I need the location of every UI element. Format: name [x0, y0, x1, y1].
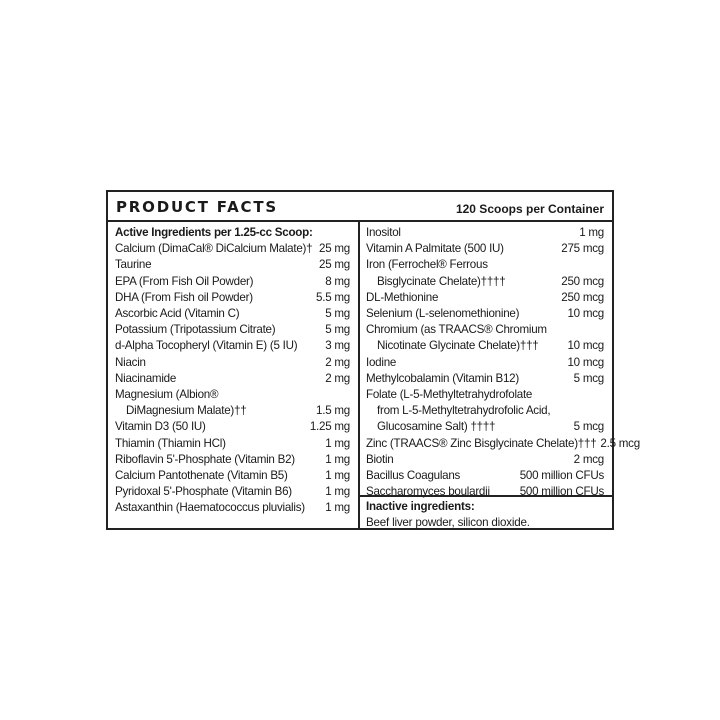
ingredient-line — [366, 371, 604, 387]
ingredient-item — [366, 371, 604, 387]
ingredient-amount: 2 mg — [325, 371, 350, 385]
product-facts-panel — [106, 190, 640, 530]
ingredient-name: Biotin — [366, 452, 394, 466]
inactive-ingredients-heading: Inactive ingredients: — [366, 500, 475, 513]
ingredient-item — [366, 322, 604, 354]
ingredient-item — [115, 274, 350, 290]
servings-per-container: 120 Scoops per Container — [455, 202, 604, 216]
ingredient-item — [366, 257, 604, 289]
ingredient-item — [115, 241, 350, 257]
ingredient-item — [366, 355, 604, 371]
ingredient-item — [115, 322, 350, 338]
ingredient-line — [366, 274, 604, 290]
ingredient-line — [115, 387, 350, 403]
ingredient-item — [115, 500, 350, 516]
inactive-ingredients-text: Beef liver powder, silicon dioxide. — [366, 516, 530, 529]
ingredient-item — [115, 338, 350, 354]
ingredient-amount: 250 mcg — [561, 290, 604, 304]
ingredient-line — [366, 225, 604, 241]
ingredient-line — [115, 338, 350, 354]
ingredient-name: Inositol — [366, 226, 401, 239]
ingredient-line — [366, 241, 604, 257]
ingredient-line — [366, 468, 604, 484]
ingredient-line — [115, 484, 350, 500]
ingredient-amount: 500 million CFUs — [519, 485, 604, 499]
ingredient-amount: 2.5 mcg — [600, 436, 640, 450]
ingredient-name: Magnesium (Albion® — [115, 388, 219, 402]
ingredient-name: Iodine — [366, 355, 397, 369]
ingredient-line — [366, 452, 604, 468]
ingredient-line — [115, 403, 350, 419]
ingredient-name: Thiamin (Thiamin HCl) — [115, 436, 226, 450]
ingredient-line — [115, 436, 350, 452]
ingredient-name: Riboflavin 5'-Phosphate (Vitamin B2) — [115, 452, 295, 466]
ingredient-amount: 5.5 mg — [316, 290, 350, 304]
ingredient-name: DiMagnesium Malate)†† — [126, 404, 247, 418]
ingredient-line — [366, 387, 604, 403]
ingredient-amount: 5 mcg — [573, 420, 604, 434]
panel-header — [108, 192, 612, 222]
ingredient-name: Calcium Pantothenate (Vitamin B5) — [115, 469, 288, 483]
ingredient-line — [366, 436, 640, 452]
ingredient-item — [366, 241, 604, 257]
ingredient-item — [366, 306, 604, 322]
ingredient-name: DL-Methionine — [366, 290, 439, 304]
ingredient-line — [115, 274, 350, 290]
ingredient-amount: 2 mg — [325, 355, 350, 369]
ingredient-amount: 10 mcg — [567, 339, 604, 353]
ingredient-amount: 1 mg — [579, 226, 604, 239]
ingredient-name: Folate (L-5-Methyltetrahydrofolate — [366, 388, 533, 402]
ingredient-line — [366, 306, 604, 322]
active-ingredients-heading: Active Ingredients per 1.25-cc Scoop: — [115, 226, 313, 239]
ingredient-amount: 2 mcg — [573, 452, 604, 466]
ingredient-name: Vitamin D3 (50 IU) — [115, 420, 206, 434]
ingredient-item — [115, 436, 350, 452]
ingredient-name: Potassium (Tripotassium Citrate) — [115, 323, 276, 337]
left-ingredient-column — [115, 225, 350, 517]
ingredient-amount: 1 mg — [325, 452, 350, 466]
ingredient-item — [366, 436, 640, 452]
ingredient-amount: 10 mcg — [567, 355, 604, 369]
ingredient-line — [366, 338, 604, 354]
ingredient-name: DHA (From Fish oil Powder) — [115, 290, 253, 304]
ingredient-item — [115, 257, 350, 273]
ingredient-amount: 1 mg — [325, 436, 350, 450]
ingredient-line — [366, 322, 604, 338]
ingredient-amount: 3 mg — [325, 339, 350, 353]
ingredient-amount: 25 mg — [319, 258, 350, 272]
ingredient-name: Iron (Ferrochel® Ferrous — [366, 258, 488, 272]
inactive-ingredients-box — [360, 495, 612, 528]
ingredient-line — [115, 257, 350, 273]
ingredient-name: from L-5-Methyltetrahydrofolic Acid, — [377, 404, 551, 418]
ingredient-item — [366, 387, 604, 436]
left-ingredient-list — [115, 241, 350, 516]
ingredient-name: Methylcobalamin (Vitamin B12) — [366, 371, 519, 385]
ingredient-name: d-Alpha Tocopheryl (Vitamin E) (5 IU) — [115, 339, 298, 353]
ingredient-name: Vitamin A Palmitate (500 IU) — [366, 242, 504, 256]
ingredient-amount: 250 mcg — [561, 274, 604, 288]
ingredient-amount: 5 mg — [325, 307, 350, 321]
ingredient-name: Glucosamine Salt) †††† — [377, 420, 496, 434]
ingredient-line — [115, 468, 350, 484]
column-divider — [358, 222, 360, 528]
ingredient-item — [115, 355, 350, 371]
ingredient-line — [115, 371, 350, 387]
ingredient-line — [366, 419, 604, 435]
ingredient-line — [115, 500, 350, 516]
ingredient-amount: 1.5 mg — [316, 404, 350, 418]
ingredient-amount: 5 mg — [325, 323, 350, 337]
ingredient-name: Selenium (L-selenomethionine) — [366, 307, 520, 321]
ingredient-name: Zinc (TRAACS® Zinc Bisglycinate Chelate)††† — [366, 436, 597, 450]
ingredient-amount: 10 mcg — [567, 307, 604, 321]
ingredient-name: Astaxanthin (Haematococcus pluvialis) — [115, 501, 305, 515]
ingredient-line — [366, 355, 604, 371]
ingredient-item — [115, 387, 350, 419]
ingredient-amount: 8 mg — [325, 274, 350, 288]
ingredient-name: Chromium (as TRAACS® Chromium — [366, 323, 547, 337]
ingredient-line — [115, 241, 350, 257]
right-ingredient-list — [366, 225, 640, 500]
ingredient-name: Nicotinate Glycinate Chelate)††† — [377, 339, 539, 353]
ingredient-item — [115, 419, 350, 435]
ingredient-name: Taurine — [115, 258, 152, 272]
ingredient-name: Pyridoxal 5'-Phosphate (Vitamin B6) — [115, 485, 292, 499]
ingredient-line — [115, 452, 350, 468]
ingredient-item — [115, 452, 350, 468]
ingredient-item — [366, 225, 604, 241]
panel-title: PRODUCT FACTS — [116, 198, 278, 216]
ingredient-amount: 275 mcg — [561, 242, 604, 256]
ingredient-amount: 1 mg — [325, 469, 350, 483]
ingredient-item — [366, 468, 604, 484]
ingredient-amount: 500 million CFUs — [519, 469, 604, 483]
ingredient-amount: 1 mg — [325, 485, 350, 499]
ingredient-line — [366, 403, 604, 419]
ingredient-name: Bacillus Coagulans — [366, 469, 461, 483]
ingredient-line — [115, 355, 350, 371]
ingredient-name: Niacin — [115, 355, 146, 369]
ingredient-line — [366, 257, 604, 273]
ingredient-item — [115, 371, 350, 387]
ingredient-name: EPA (From Fish Oil Powder) — [115, 274, 254, 288]
ingredient-name: Saccharomyces boulardii — [366, 485, 490, 499]
ingredient-name: Bisglycinate Chelate)†††† — [377, 274, 506, 288]
ingredient-item — [115, 468, 350, 484]
ingredient-line — [366, 290, 604, 306]
ingredient-amount: 1 mg — [325, 501, 350, 515]
ingredient-item — [115, 484, 350, 500]
ingredient-amount: 1.25 mg — [309, 420, 350, 434]
ingredient-item — [366, 290, 604, 306]
ingredient-name: Ascorbic Acid (Vitamin C) — [115, 307, 240, 321]
ingredient-line — [115, 419, 350, 435]
ingredient-item — [115, 306, 350, 322]
ingredient-line — [115, 290, 350, 306]
ingredient-amount: 5 mcg — [573, 371, 604, 385]
ingredient-line — [115, 322, 350, 338]
ingredient-item — [115, 290, 350, 306]
ingredient-name: Niacinamide — [115, 371, 177, 385]
right-ingredient-column — [366, 225, 640, 500]
ingredient-item — [366, 452, 604, 468]
ingredient-amount: 25 mg — [319, 242, 350, 256]
ingredient-name: Calcium (DimaCal® DiCalcium Malate)† — [115, 242, 313, 256]
ingredient-line — [115, 306, 350, 322]
